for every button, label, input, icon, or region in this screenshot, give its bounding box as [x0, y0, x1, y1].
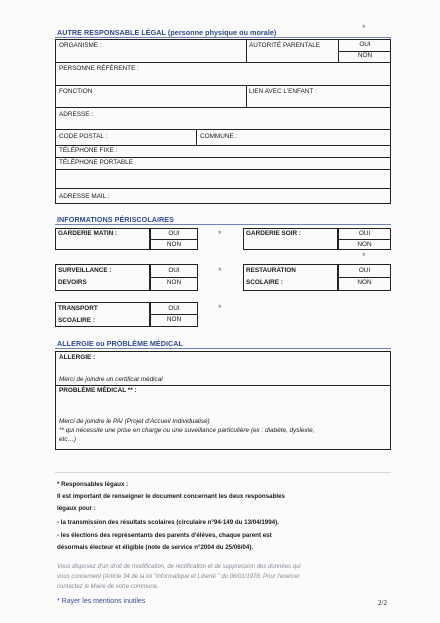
prise-en-charge-note: ** qui nécessite une prise en charge ou une suveillance particulière (ex : diabète, dyslexie, [59, 427, 315, 434]
personne-referente-label: PERSONNE RÉFÉRENTE : [59, 65, 139, 72]
notes-line-3: - la transmission des résultats scolaires (circulaire n°94-149 du 13/04/1994). [57, 519, 279, 526]
garderie-matin-label: GARDERIE MATIN : [58, 230, 118, 237]
section-rule [55, 348, 391, 349]
restauration-label: RESTAURATION [246, 267, 296, 274]
rights-line-3: contactez le Maire de votre commune. [57, 584, 159, 590]
autorite-parentale-label: AUTORITÉ PARENTALE [249, 42, 321, 49]
commune-label: COMMUNE : [200, 133, 238, 140]
scoalire-label: SCOALIRE : [58, 317, 95, 324]
responsable-table [55, 39, 391, 204]
allergie-label: ALLERGIE : [59, 354, 96, 361]
code-postal-label: CODE POSTAL : [59, 133, 108, 140]
organisme-label: ORGANISME : [59, 42, 102, 49]
scolaire-label: SCOLAIRE : [246, 279, 283, 286]
asterisk-marker: * [362, 251, 366, 261]
adresse-label: ADRESSE : [59, 111, 94, 118]
asterisk-marker: * [218, 229, 222, 239]
lien-enfant-label: LIEN AVEC L'ENFANT : [249, 88, 317, 95]
transport-label: TRANSPORT [58, 305, 98, 312]
notes-line-5: désormais électeur et éligible (note de service n°2004 du 25/06/04). [57, 544, 254, 551]
asterisk-marker: * [362, 23, 366, 33]
garderie-soir-label: GARDERIE SOIR : [246, 230, 302, 237]
surveillance-label: SURVEILLANCE : [58, 267, 112, 274]
asterisk-marker: * [218, 303, 222, 313]
rights-line-1: Vous disposez d'un droit de modification, de rectification et de suppression des données qui [57, 564, 301, 570]
section-rule [55, 224, 391, 225]
page-number: 2/2 [378, 599, 387, 607]
notes-line-4: - les élections des représentants des parents d'élèves, chaque parent est [57, 532, 272, 539]
medical-table [55, 351, 391, 450]
autorite-oui[interactable]: OUI [359, 41, 371, 48]
garderie-soir-non[interactable]: NON [357, 241, 372, 248]
garderie-matin-oui[interactable]: OUI [168, 230, 180, 237]
prise-en-charge-etc: etc…) [59, 436, 77, 443]
notes-line-2: légaux pour : [57, 505, 96, 512]
restauration-oui[interactable]: OUI [358, 267, 371, 274]
telephone-portable-label: TÉLÉPHONE PORTABLE [59, 159, 133, 166]
adresse-mail-label: ADRESSE MAIL : [59, 193, 110, 200]
restauration-non[interactable]: NON [357, 279, 372, 286]
notes-line-1: Il est important de renseigner le document concernant les deux responsables [57, 493, 285, 500]
rayer-mentions-note: * Rayer les mentions inutiles [57, 598, 146, 605]
transport-non[interactable]: NON [166, 316, 182, 323]
section-title-periscolaires: INFORMATIONS PÉRISCOLAIRES [57, 215, 174, 224]
asterisk-marker: * [218, 266, 222, 276]
devoirs-label: DEVOIRS [58, 279, 87, 286]
certificat-note: Merci de joindre un certificat médical [59, 376, 163, 383]
surveillance-oui[interactable]: OUI [168, 267, 180, 274]
garderie-matin-non[interactable]: NON [166, 241, 182, 248]
probleme-medical-label: PROBLÈME MÉDICAL ** : [59, 387, 137, 394]
section-rule [55, 37, 391, 38]
responsables-legaux-title: * Responsables légaux : [57, 481, 129, 488]
section-title-allergie: ALLERGIE ou PROBLÈME MÉDICAL [57, 339, 183, 348]
notes-divider [55, 472, 391, 473]
pai-note: Merci de joindre le PAI (Projet d'Accueil Individualisé) [59, 418, 210, 425]
surveillance-non[interactable]: NON [166, 279, 182, 286]
transport-oui[interactable]: OUI [168, 305, 180, 312]
section-title-autre-responsable: AUTRE RESPONSABLE LÉGAL (personne physique ou morale) [57, 28, 277, 37]
autorite-non[interactable]: NON [357, 52, 373, 59]
garderie-soir-oui[interactable]: OUI [358, 230, 371, 237]
rights-line-2: vous concernent (Article 34 de la loi "Informatique et Liberté " du 06/01/1978. Pour l'exercer [57, 574, 300, 580]
telephone-fixe-label: TÉLÉPHONE FIXE : [59, 147, 118, 154]
fonction-label: FONCTION [59, 88, 93, 95]
